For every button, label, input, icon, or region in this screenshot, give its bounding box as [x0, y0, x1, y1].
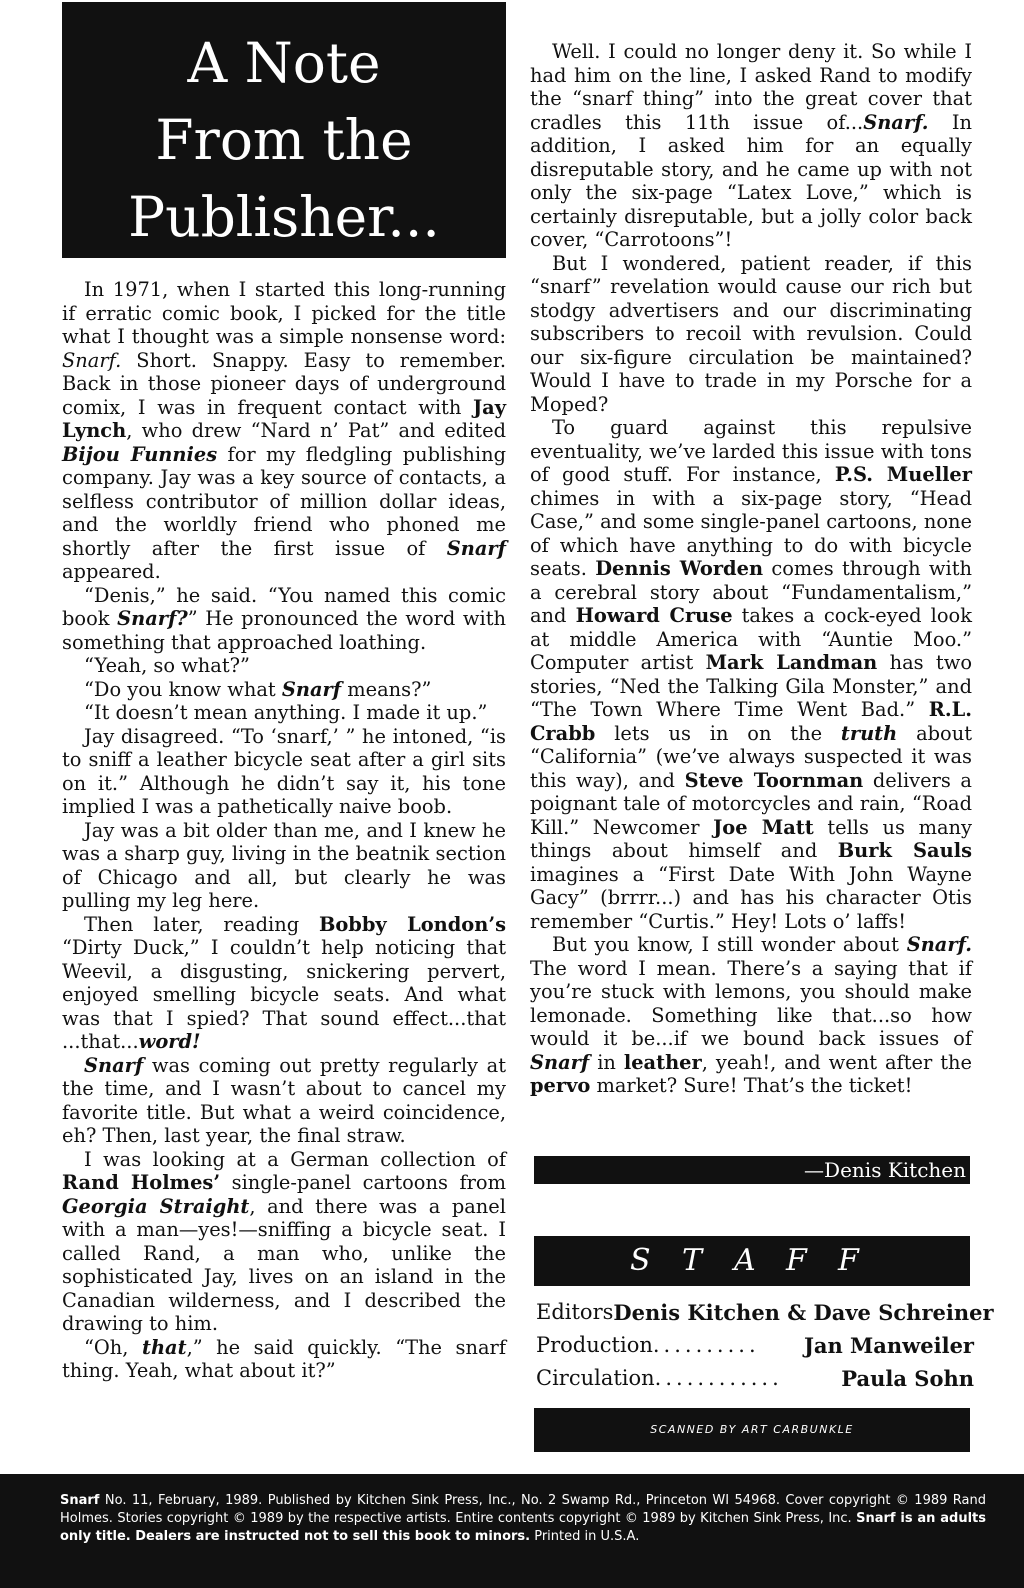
signature-bar	[534, 1156, 970, 1184]
staff-dots: ..........	[652, 1333, 760, 1357]
paragraph: Jay was a bit older than me, and I knew he was a sharp guy, living in the beatnik section of Chicago and all, but clearly he was pulling my leg here.	[62, 818, 506, 912]
paragraph: Snarf was coming out pretty regularly at the time, and I wasn’t about to cancel my favorite title. But what a weird coincidence, eh? Then, last year, the final straw.	[62, 1053, 506, 1147]
staff-person: Paula Sohn	[841, 1366, 974, 1391]
staff-role: Circulation	[536, 1366, 655, 1390]
article-right-column	[530, 40, 972, 1098]
footer-text-end: Printed in U.S.A.	[530, 1529, 640, 1544]
signature: —Denis Kitchen	[804, 1158, 966, 1182]
paragraph: Jay disagreed. “To ‘snarf,’ ” he intoned, “is to sniff a leather bicycle seat after a girl sits on it.” Although he didn’t say it, his tone implied I was a pathetically naive boob.	[62, 724, 506, 818]
staff-role: Editors	[536, 1300, 614, 1324]
paragraph: “It doesn’t mean anything. I made it up.”	[84, 701, 488, 724]
paragraph: Well. I could no longer deny it. So while I had him on the line, I asked Rand to modify the “snarf thing” into the great cover that cradles this 11th issue of...Snarf. In addition, I asked him for an equally disreputable story, and he came up with not only the six-page “Latex Love,” which is certainly disreputable, but a jolly color back cover, “Carrotoons”!	[530, 40, 972, 251]
staff-role: Production	[536, 1333, 653, 1357]
paragraph: To guard against this repulsive eventuality, we’ve larded this issue with tons of good stuff. For instance, P.S. Mueller chimes in with a six-page story, “Head Case,” and some single-panel cartoons, none of which have anything to do with bicycle seats. Dennis Worden comes through with a cerebral story about “Fundamentalism,” and Howard Cruse takes a cock-eyed look at middle America with “Auntie Moo.” Computer artist Mark Landman has two stories, “Ned the Talking Gila Monster,” and “The Town Where Time Went Bad.” R.L. Crabb lets us in on the truth about “California” (we’ve always suspected it was this way), and Steve Toornman delivers a poignant tale of motorcycles and rain, “Road Kill.” Newcomer Joe Matt tells us many things about himself and Burk Sauls imagines a “First Date With John Wayne Gacy” (brrrr...) and has his character Otis remember “Curtis.” Hey! Lots o’ laffs!	[530, 416, 973, 933]
title-banner	[62, 2, 506, 258]
staff-letter: F	[786, 1243, 809, 1278]
scan-credit-bar	[534, 1408, 970, 1452]
staff-dots: ............	[654, 1366, 783, 1390]
title-line-3: Publisher...	[128, 185, 440, 249]
staff-letter: T	[682, 1243, 705, 1278]
paragraph: I was looking at a German collection of Rand Holmes’ single-panel cartoons from Georgia Straight, and there was a panel with a man—yes!—sniffing a bicycle seat. I called Rand, a man who, unlike the sophisticated Jay, lives on an island in the Canadian wilderness, and I described the drawing to him.	[62, 1147, 506, 1335]
scan-credit: SCANNED BY ART CARBUNKLE	[650, 1423, 854, 1436]
paragraph: “Do you know what Snarf means?”	[84, 677, 432, 701]
staff-person: Jan Manweiler	[803, 1333, 974, 1358]
paragraph: In 1971, when I started this long-running if erratic comic book, I picked for the title what I thought was a simple nonsense word: Snarf. Short. Snappy. Easy to remember. Back in those pioneer days of underground comix, I was in frequent contact with Jay Lynch, who drew “Nard n’ Pat” and edited Bijou Funnies for my fledgling publishing company. Jay was a key source of contacts, a selfless contributor of million dollar ideas, and the worldly friend who phoned me shortly after the first issue of Snarf appeared.	[62, 278, 506, 583]
footer-text: No. 11, February, 1989. Published by Kitchen Sink Press, Inc., No. 2 Swamp Rd., Princeton WI 54968. Cover copyright © 1989 Rand Holmes. Stories copyright © 1989 by the respective artists. Entire contents copyright © 1989 by Kitchen Sink Press, Inc.	[60, 1493, 986, 1526]
staff-row	[536, 1329, 974, 1362]
staff-person: Denis Kitchen & Dave Schreiner	[613, 1300, 994, 1325]
staff-heading	[534, 1236, 970, 1286]
staff-row	[536, 1296, 994, 1329]
staff-list	[536, 1296, 994, 1395]
title-line-1: A Note	[187, 31, 381, 95]
article-left-column	[62, 278, 506, 1383]
paragraph: But you know, I still wonder about Snarf. The word I mean. There’s a saying that if you’re stuck with lemons, you should make lemonade. Something like that...so how would it be...if we bound back issues of Snarf in leather, yeah!, and went after the pervo market? Sure! That’s the ticket!	[530, 933, 972, 1097]
title-line-2: From the	[155, 108, 413, 172]
paragraph: “Denis,” he said. “You named this comic book Snarf?” He pronounced the word with something that approached loathing.	[62, 583, 506, 654]
staff-letter: A	[734, 1243, 758, 1278]
paragraph: “Oh, that,” he said quickly. “The snarf thing. Yeah, what about it?”	[62, 1335, 506, 1382]
indicia-footer	[0, 1474, 1024, 1588]
footer-warning: Snarf is an adults only title. Dealers are instructed not to sell this book to minors.	[60, 1511, 987, 1544]
footer-title: Snarf	[60, 1493, 100, 1508]
paragraph: But I wondered, patient reader, if this “snarf” revelation would cause our rich but stodgy advertisers and our discriminating subscribers to recoil with revulsion. Could our six-figure circulation be maintained? Would I have to trade in my Porsche for a Moped?	[530, 251, 972, 416]
paragraph: Then later, reading Bobby London’s “Dirty Duck,” I couldn’t help noticing that Weevil, a disgusting, snickering pervert, enjoyed smelling bicycle seats. And what was that I spied? That sound effect...that ...that...word!	[62, 912, 506, 1053]
staff-letter: F	[838, 1243, 861, 1278]
staff-letter: S	[630, 1243, 653, 1278]
paragraph: “Yeah, so what?”	[84, 654, 250, 677]
staff-row	[536, 1362, 974, 1395]
